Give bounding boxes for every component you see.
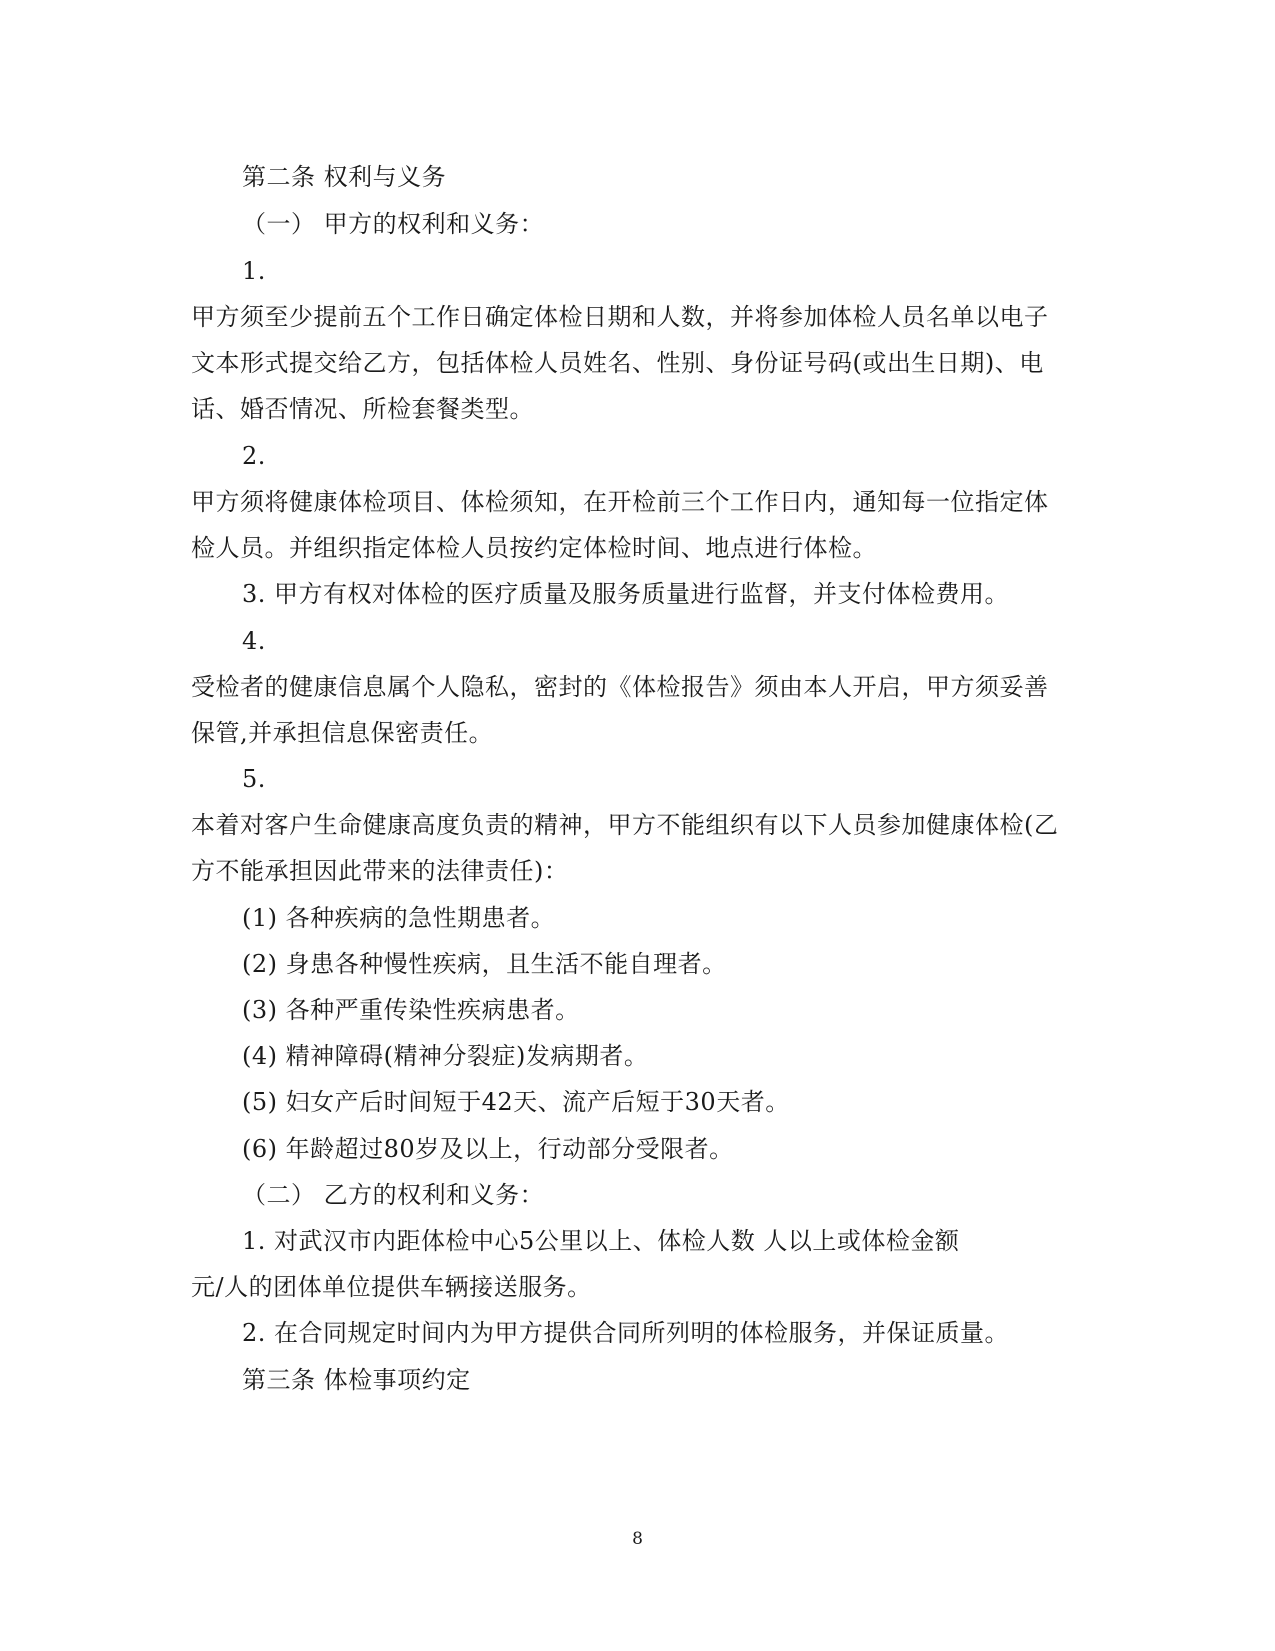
subitem-1: (1) 各种疾病的急性期患者。	[242, 904, 556, 932]
party-b-item-1-line-1: 1. 对武汉市内距体检中心5公里以上、体检人数 人以上或体检金额	[242, 1227, 960, 1255]
item-5-number: 5.	[242, 765, 266, 793]
item-2-text-line-1: 甲方须将健康体检项目、体检须知，在开检前三个工作日内，通知每一位指定体	[191, 488, 1049, 516]
item-3-text: 3. 甲方有权对体检的医疗质量及服务质量进行监督，并支付体检费用。	[242, 580, 1010, 608]
subitem-3: (3) 各种严重传染性疾病患者。	[242, 996, 580, 1024]
item-1-number: 1.	[242, 257, 266, 285]
article-2-heading: 第二条 权利与义务	[242, 163, 447, 191]
subitem-5: (5) 妇女产后时间短于42天、流产后短于30天者。	[242, 1088, 790, 1116]
item-5-text-line-2: 方不能承担因此带来的法律责任)：	[191, 857, 569, 885]
item-4-text-line-2: 保管,并承担信息保密责任。	[191, 719, 494, 747]
section-2-heading: （二） 乙方的权利和义务：	[242, 1181, 545, 1209]
item-4-text-line-1: 受检者的健康信息属个人隐私，密封的《体检报告》须由本人开启，甲方须妥善	[191, 673, 1049, 701]
party-b-item-2: 2. 在合同规定时间内为甲方提供合同所列明的体检服务，并保证质量。	[242, 1319, 1010, 1347]
section-1-heading: （一） 甲方的权利和义务：	[242, 210, 545, 238]
subitem-4: (4) 精神障碍(精神分裂症)发病期者。	[242, 1042, 649, 1070]
page-number: 8	[632, 1529, 643, 1549]
item-5-text-line-1: 本着对客户生命健康高度负责的精神，甲方不能组织有以下人员参加健康体检(乙	[191, 811, 1059, 839]
subitem-2: (2) 身患各种慢性疾病，且生活不能自理者。	[242, 950, 727, 978]
item-2-text-line-2: 检人员。并组织指定体检人员按约定体检时间、地点进行体检。	[191, 534, 877, 562]
item-4-number: 4.	[242, 627, 266, 655]
item-2-number: 2.	[242, 442, 266, 470]
item-1-text-line-2: 文本形式提交给乙方，包括体检人员姓名、性别、身份证号码(或出生日期)、电	[191, 349, 1044, 377]
item-1-text-line-3: 话、婚否情况、所检套餐类型。	[191, 395, 534, 423]
article-3-heading: 第三条 体检事项约定	[242, 1366, 471, 1394]
subitem-6: (6) 年龄超过80岁及以上，行动部分受限者。	[242, 1135, 734, 1163]
party-b-item-1-line-2: 元/人的团体单位提供车辆接送服务。	[191, 1273, 592, 1301]
item-1-text-line-1: 甲方须至少提前五个工作日确定体检日期和人数，并将参加体检人员名单以电子	[191, 303, 1049, 331]
